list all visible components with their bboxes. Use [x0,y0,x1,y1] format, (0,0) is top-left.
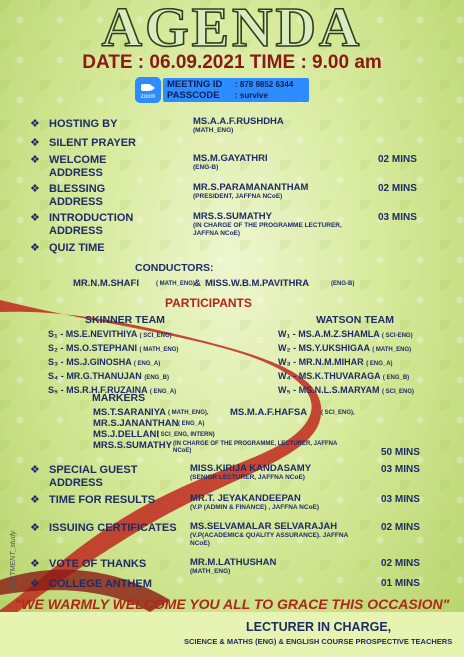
camera-icon [141,84,151,91]
welcome-message: "WE WARMLY WELCOME YOU ALL TO GRACE THIS OCCASION" [14,596,450,612]
agenda-item: QUIZ TIME [49,242,105,254]
agenda-duration: 01 MINS [381,578,420,589]
agenda-person: MISS.KIRIJA KANDASAMY [190,463,312,474]
agenda-duration: 02 MINS [378,183,417,194]
agenda-person-role: (IN CHARGE OF THE PROGRAMME LECTURER, JAFFNA NCoE) [193,222,342,237]
agenda-person-role: (PRESIDENT, JAFFNA NCoE) [193,193,283,200]
agenda-person-role: (SENIOR LECTURER, JAFFNA NCoE) [190,474,305,481]
bullet-icon: ❖ [30,242,40,254]
signature: SOFTMENT_study [10,530,17,590]
conductor-role: (ENG-B) [331,281,355,287]
page-title: AGENDA [101,0,363,59]
skinner-team-list [48,328,178,398]
agenda-item: INTRODUCTION ADDRESS [49,212,134,237]
lecturer-in-charge: LECTURER IN CHARGE, [246,620,392,634]
bullet-icon: ❖ [30,154,40,166]
agenda-item: HOSTING BY [49,118,118,130]
passcode-value: : survive [235,91,268,100]
marker-role: ( SCI_ENG, INTERN) [157,432,215,438]
team-member: S₃ - MS.J.GINOSHA ( ENG_A) [48,357,161,367]
agenda-item: TIME FOR RESULTS [49,494,156,506]
conductor-name: MISS.W.B.M.PAVITHRA [205,278,310,289]
agenda-item: WELCOME ADDRESS [49,154,107,179]
agenda-duration: 02 MINS [378,154,417,165]
date-time-line: DATE : 06.09.2021 TIME : 9.00 am [82,52,382,73]
team-member: W₃ - MR.N.M.MIHAR ( ENG_A) [278,357,393,367]
agenda-item: BLESSING ADDRESS [49,183,106,208]
team-member: W₄ - MS.K.THUVARAGA ( ENG_B) [278,371,410,381]
agenda-duration: 50 MINS [381,447,420,458]
agenda-duration: 02 MINS [381,558,420,569]
watson-team-label: WATSON TEAM [316,314,394,326]
team-member: W₁ - MS.A.M.Z.SHAMLA ( SCI-ENG) [278,329,413,339]
agenda-person: MR.S.PARAMANANTHAM [193,182,309,193]
passcode-label: PASSCODE [167,90,220,101]
bullet-icon: ❖ [30,522,40,534]
team-member: S₄ - MR.G.THANUJAN (ENG_B) [48,371,169,381]
team-member: S₁ - MS.E.NEVITHIYA ( SCI_ENG) [48,329,172,339]
bullet-icon: ❖ [30,578,40,590]
bullet-icon: ❖ [30,137,40,149]
agenda-person-role: (V.P(ACADEMIC& QUALITY ASSURANCE). JAFFNA NCoE) [190,532,349,547]
conductors-label: CONDUCTORS: [135,262,214,274]
agenda-duration: 03 MINS [381,464,420,475]
conductor-name: MR.N.M.SHAFI [73,278,139,289]
zoom-icon [135,77,161,103]
agenda-person: MR.M.LATHUSHAN [190,557,277,568]
agenda-duration: 03 MINS [378,212,417,223]
agenda-item: SPECIAL GUEST ADDRESS [49,464,138,489]
marker-name: MS.T.SARANIYA [93,407,167,418]
agenda-person: MR.T. JEYAKANDEEPAN [190,493,301,504]
agenda-item: COLLEGE ANTHEM [49,578,152,590]
bullet-icon: ❖ [30,118,40,130]
meeting-info-box [163,78,309,102]
agenda-person-role: (V.P (ADMIN & FINANCE) , JAFFNA NCoE) [190,504,320,511]
agenda-person: MRS.S.SUMATHY [193,211,272,222]
agenda-person-role: (MATH_ENG) [193,127,234,134]
meeting-id-value: : 878 9852 6344 [235,80,294,89]
team-member: W₅ - MS.N.L.S.MARYAM ( SCI_ENG) [278,385,415,395]
agenda-item: VOTE OF THANKS [49,558,147,570]
bullet-icon: ❖ [30,494,40,506]
bullet-icon: ❖ [30,558,40,570]
participants-heading: PARTICIPANTS [165,296,252,310]
meeting-id-label: MEETING ID [167,79,223,90]
marker-name: MS.J.DELLANI [93,429,159,440]
agenda-person: MS.M.GAYATHRI [193,153,268,164]
bullet-icon: ❖ [30,464,40,476]
team-member: W₂ - MS.Y.UKSHIGAA ( MATH_ENG) [278,343,412,353]
agenda-duration: 03 MINS [381,494,420,505]
footer-band [0,612,464,657]
agenda-person: MS.A.A.F.RUSHDHA [193,116,284,127]
bullet-icon: ❖ [30,183,40,195]
marker-role: ( MATH_ENG), [168,410,209,416]
agenda-item: ISSUING CERTIFICATES [49,522,177,534]
agenda-person-role: (MATH_ENG) [190,568,231,575]
agenda-person: MS.SELVAMALAR SELVARAJAH [190,521,338,532]
team-member: S₅ - MS.R.H.F.RUZAINA ( ENG_A) [48,385,177,395]
course-line: SCIENCE & MATHS (ENG) & ENGLISH COURSE PROSPECTIVE TEACHERS [184,637,453,646]
marker-role: ( ENG_A) [178,421,205,427]
agenda-person-role: (ENG-B) [193,164,219,171]
bullet-icon: ❖ [30,212,40,224]
zoom-label: zoom [140,94,156,100]
marker-role: ( SCI_ENG), [321,410,355,416]
agenda-item: SILENT PRAYER [49,137,137,149]
marker-name: MS.M.A.F.HAFSA [230,407,308,418]
ampersand: & [194,278,201,289]
marker-name: MR.S.JANANTHAN [93,418,179,429]
markers-label: MARKERS [92,392,146,404]
skinner-team-label: SKINNER TEAM [85,314,165,326]
marker-role: (IN CHARGE OF THE PROGRAMME, LECTURER, JAFFNA NCoE) [173,441,338,454]
watson-team-list [278,328,414,398]
agenda-duration: 02 MINS [381,522,420,533]
team-member: S₂ - MS.O.STEPHANI ( MATH_ENG) [48,343,179,353]
conductor-role: ( MATH_ENG) [156,281,195,287]
marker-name: MRS.S.SUMATHY [93,440,172,451]
